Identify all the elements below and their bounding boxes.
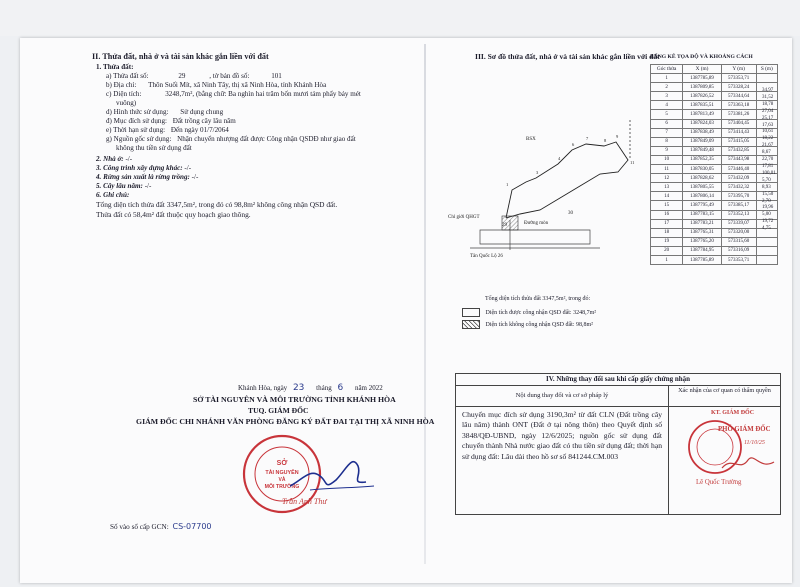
coord-corner-cell: 13 (651, 183, 683, 192)
address-value: Thôn Suối Mít, xã Ninh Tây, thị xã Ninh Hòa, tỉnh Khánh Hòa (148, 81, 327, 89)
coord-x-cell: 1387805,55 (683, 183, 721, 192)
coord-x-cell: 1387785,89 (683, 74, 721, 83)
edge-lengths (762, 88, 776, 233)
forest-line (96, 173, 198, 181)
register-value: CS-07700 (172, 522, 212, 531)
coord-y-cell: 573344,64 (721, 92, 756, 101)
changes-table (455, 373, 781, 515)
coord-y-cell: 573446,40 (721, 165, 756, 174)
coord-x-cell: 1387852,35 (683, 155, 721, 164)
edge-length: 8,67 (762, 150, 771, 156)
coord-corner-cell: 6 (651, 119, 683, 128)
usage-term-label: e) Thời hạn sử dụng: (106, 126, 166, 134)
coord-x-cell: 1387783,21 (683, 219, 721, 228)
other-construction-value: -/- (184, 164, 192, 172)
coord-col-corner: Góc thửa (651, 65, 683, 74)
coord-corner-cell: 1 (651, 255, 683, 264)
coord-y-cell: 573432,09 (721, 174, 756, 183)
sketch-vertex-7: 7 (586, 136, 589, 141)
other-construction-line (96, 164, 191, 172)
coord-x-cell: 1387849,09 (683, 137, 721, 146)
coord-row (651, 155, 778, 164)
forest-label: 4. Rừng sản xuất là rừng trồng: (96, 173, 190, 181)
coord-y-cell: 573432,85 (721, 146, 756, 155)
sketch-parcel-29: 29 (502, 223, 507, 228)
register-label: Số vào sổ cấp GCN: (110, 523, 169, 531)
edge-length: 10,61 (762, 129, 774, 135)
sketch-vertex-9: 9 (616, 134, 619, 139)
legend-swatch-excluded (462, 320, 480, 329)
coord-x-cell: 1387795,49 (683, 201, 721, 210)
coord-row (651, 219, 778, 228)
stamp-line-4: MÔI TRƯỜNG (264, 484, 300, 490)
coord-corner-cell: 1 (651, 74, 683, 83)
coord-y-cell: 573443,98 (721, 155, 756, 164)
house-label: 2. Nhà ở: (96, 155, 124, 163)
parcel-number-label: a) Thửa đất số: (106, 72, 149, 80)
coord-x-cell: 1387849,48 (683, 146, 721, 155)
changes-title: IV. Những thay đổi sau khi cấp giấy chứng nhận (456, 374, 780, 386)
coord-y-cell: 573352,13 (721, 210, 756, 219)
usage-purpose-value: Đất trồng cây lâu năm (172, 117, 236, 125)
confirm-stamp-top: KT. GIÁM ĐỐC (711, 410, 755, 416)
edge-length: 8,93 (762, 184, 771, 190)
origin-value-cont: không thu tiền sử dụng đất (116, 144, 192, 152)
page-fold (424, 44, 426, 564)
edge-length: 17,63 (762, 122, 774, 128)
stamp-line-2: TÀI NGUYÊN (265, 470, 299, 476)
sketch-road-label: Đường mòn (524, 221, 549, 226)
edge-length: 19,96 (762, 205, 774, 211)
area-value: 3248,7m², (bằng chữ: Ba nghìn hai trăm bốn mươi tám phẩy bảy mét (165, 90, 361, 98)
road-outline (480, 230, 590, 244)
coord-header-row (651, 65, 778, 74)
coord-col-x: X (m) (683, 65, 721, 74)
usage-purpose-label: đ) Mục đích sử dụng: (106, 117, 167, 125)
edge-length: 21,67 (762, 143, 774, 149)
sketch-vertex-11: 11 (630, 160, 635, 165)
coord-row (651, 83, 778, 92)
sign-org-2: TUQ. GIÁM ĐỐC (248, 406, 309, 415)
notes-label: 6. Ghi chú: (96, 191, 130, 199)
legend-excluded: Diện tích không công nhận QSD đất: 98,8m² (485, 321, 593, 328)
coord-corner-cell: 16 (651, 210, 683, 219)
edge-length: 18,78 (762, 101, 774, 107)
usage-form-value: Sử dụng chung (180, 108, 224, 116)
coord-x-cell: 1387783,15 (683, 210, 721, 219)
coord-x-cell: 1387824,03 (683, 119, 721, 128)
sketch-parcel-30: 30 (568, 211, 573, 216)
usage-form-line (106, 108, 223, 116)
coord-corner-cell: 20 (651, 246, 683, 255)
coord-col-s: S (m) (756, 65, 777, 74)
land-parcel-heading: 1. Thửa đất: (96, 63, 134, 71)
edge-length: 34,97 (762, 88, 774, 93)
coord-x-cell: 1387809,85 (683, 83, 721, 92)
coord-col-y: Y (m) (721, 65, 756, 74)
map-sheet-label: , tờ bản đồ số: (209, 72, 250, 80)
coord-y-cell: 573432,32 (721, 183, 756, 192)
coord-row (651, 201, 778, 210)
coord-x-cell: 1387813,49 (683, 110, 721, 119)
coord-y-cell: 573320,00 (721, 228, 756, 237)
address-label: b) Địa chỉ: (106, 81, 137, 89)
stamp-line-1: SỞ (276, 460, 288, 467)
coord-table-title: BẢNG KÊ TỌA ĐỘ VÀ KHOẢNG CÁCH (650, 54, 753, 60)
coord-row (651, 210, 778, 219)
coord-corner-cell: 11 (651, 165, 683, 174)
coord-corner-cell: 9 (651, 146, 683, 155)
confirm-stamp-date: 11/10/25 (744, 440, 765, 446)
edge-length: 27,04 (762, 108, 774, 114)
sketch-boundary-label: Chỉ giới QHGT (448, 215, 480, 220)
edge-length: 4,75 (762, 226, 771, 232)
sign-org-3: GIÁM ĐỐC CHI NHÁNH VĂN PHÒNG ĐĂNG KÝ ĐẤT ĐAI TẠI THỊ XÃ NINH HÒA (136, 417, 435, 426)
parcel-sketch (440, 120, 646, 280)
coord-corner-cell: 12 (651, 174, 683, 183)
edge-length: 18,22 (762, 136, 774, 142)
signature-scribble (280, 450, 380, 500)
coordinate-table (650, 64, 778, 265)
coord-s-cell (756, 74, 777, 83)
area-value-cont: vuông) (116, 99, 137, 107)
stamp-line-3: VÀ (278, 477, 286, 483)
coord-corner-cell: 8 (651, 137, 683, 146)
coord-corner-cell: 3 (651, 92, 683, 101)
sign-year: năm 2022 (354, 384, 383, 392)
coord-x-cell: 1387830,05 (683, 165, 721, 174)
edge-length: 100,01 (762, 170, 776, 176)
sketch-vertex-8: 8 (604, 138, 607, 143)
edge-length: 19,72 (762, 219, 774, 225)
edge-length: 17,81 (762, 163, 774, 169)
coord-s-cell (756, 246, 777, 255)
coord-row (651, 74, 778, 83)
map-sheet-value: 101 (271, 72, 282, 80)
coord-row (651, 183, 778, 192)
coord-row (651, 192, 778, 201)
sign-date-line (238, 383, 383, 393)
coord-x-cell: 1387784,95 (683, 246, 721, 255)
house-value: -/- (125, 155, 133, 163)
coord-row (651, 228, 778, 237)
coord-y-cell: 573415,05 (721, 137, 756, 146)
coord-row (651, 110, 778, 119)
sign-day: 23 (292, 383, 305, 393)
note-line-2: Thửa đất có 58,4m² đất thuộc quy hoạch giao thông. (96, 210, 251, 219)
forest-value: -/- (191, 173, 199, 181)
coord-y-cell: 573404,45 (721, 119, 756, 128)
edge-length: 22,70 (762, 157, 774, 163)
coord-y-cell: 573316,09 (721, 246, 756, 255)
edge-length: 2,70 (762, 198, 771, 204)
coord-row (651, 101, 778, 110)
coord-corner-cell: 5 (651, 110, 683, 119)
coord-corner-cell: 10 (651, 155, 683, 164)
area-line (106, 90, 361, 98)
perennial-line (96, 182, 151, 190)
house-line (96, 155, 132, 163)
perennial-label: 5. Cây lâu năm: (96, 182, 143, 190)
edge-length: 25,17 (762, 115, 774, 121)
coord-corner-cell: 7 (651, 128, 683, 137)
coord-x-cell: 1387785,89 (683, 255, 721, 264)
legend-row-1 (462, 308, 596, 317)
coord-y-cell: 573395,70 (721, 192, 756, 201)
coord-y-cell: 573353,71 (721, 255, 756, 264)
coord-x-cell: 1387765,31 (683, 228, 721, 237)
changes-header-confirm: Xác nhận của cơ quan có thẩm quyền (669, 386, 780, 407)
coord-corner-cell: 18 (651, 228, 683, 237)
coord-s-cell (756, 237, 777, 246)
coord-y-cell: 573339,07 (721, 219, 756, 228)
confirm-signature (718, 450, 778, 476)
confirm-signer-name: Lê Quốc Trường (696, 479, 742, 486)
usage-term-value: Đến ngày 01/7/2064 (170, 126, 229, 134)
usage-purpose-line (106, 117, 236, 125)
changes-body: Chuyển mục đích sử dụng 3190,3m² từ đất CLN (Đất trồng cây lâu năm) thành ONT (Đất ở tại nông thôn) theo Quyết định số 3848/QĐ-UBND, ngày 12/6/2025; nguồn gốc sử dụng đất chuyển thành Nhà nước giao đất có thu tiền sử dụng đất; thời hạn sử dụng đất: Lâu dài theo hồ sơ số 841244.CM.003 (462, 410, 662, 461)
origin-label: g) Nguồn gốc sử dụng: (106, 135, 172, 143)
coord-x-cell: 1387838,49 (683, 128, 721, 137)
coord-corner-cell: 15 (651, 201, 683, 210)
coord-y-cell: 573381,26 (721, 110, 756, 119)
top-blank-area (0, 0, 800, 36)
coord-corner-cell: 4 (651, 101, 683, 110)
usage-term-line (106, 126, 229, 134)
coord-y-cell: 573385,17 (721, 201, 756, 210)
legend-recognized: Diện tích được công nhận QSD đất: 3248,7m² (485, 309, 597, 316)
sign-month: 6 (337, 383, 344, 393)
usage-form-label: d) Hình thức sử dụng: (106, 108, 169, 116)
coord-x-cell: 1387835,51 (683, 101, 721, 110)
coord-x-cell: 1387828,62 (683, 174, 721, 183)
edge-length: 31,52 (762, 94, 774, 100)
coord-y-cell: 573414,43 (721, 128, 756, 137)
sketch-vertex-6: 6 (572, 142, 575, 147)
edge-length: 15,50 (762, 191, 774, 197)
register-line (110, 522, 212, 531)
origin-line (106, 135, 356, 143)
sketch-vertex-4: 4 (558, 156, 561, 161)
coord-y-cell: 573315,60 (721, 237, 756, 246)
coord-y-cell: 573363,18 (721, 101, 756, 110)
coord-row (651, 92, 778, 101)
edge-length: 5,00 (762, 212, 771, 218)
origin-value: Nhận chuyển nhượng đất được Công nhận QSDĐ như giao đất (177, 135, 356, 143)
address-line (106, 81, 326, 89)
changes-divider (668, 407, 669, 514)
coord-corner-cell: 17 (651, 219, 683, 228)
legend-swatch-recognized (462, 308, 480, 317)
sketch-highway-label: Tân Quốc Lộ 26 (470, 254, 503, 259)
coord-row (651, 237, 778, 246)
coord-row (651, 165, 778, 174)
confirm-stamp-title: PHÓ GIÁM ĐỐC (718, 426, 771, 433)
coord-corner-cell: 14 (651, 192, 683, 201)
coord-corner-cell: 2 (651, 83, 683, 92)
parcel-number-line (106, 72, 282, 80)
section-2-title: II. Thửa đất, nhà ở và tài sản khác gắn liền với đất (92, 52, 269, 61)
coord-row (651, 246, 778, 255)
coord-s-cell (756, 255, 777, 264)
coord-row (651, 128, 778, 137)
coord-x-cell: 1387806,14 (683, 192, 721, 201)
sketch-vertex-1: 1 (506, 182, 509, 187)
other-construction-label: 3. Công trình xây dựng khác: (96, 164, 183, 172)
note-line-1: Tổng diện tích thửa đất 3347,5m², trong đó có 98,8m² không công nhận QSD đất. (96, 200, 338, 209)
coord-row (651, 146, 778, 155)
coord-row (651, 255, 778, 264)
total-area-line: Tổng diện tích thửa đất 3347,5m², trong đó: (485, 296, 591, 302)
sketch-vertex-3: 3 (536, 170, 539, 175)
sign-date-label: Khánh Hòa, ngày (238, 384, 288, 392)
sign-org-1: SỞ TÀI NGUYÊN VÀ MÔI TRƯỜNG TỈNH KHÁNH HÒA (193, 395, 396, 404)
coord-row (651, 174, 778, 183)
coord-corner-cell: 19 (651, 237, 683, 246)
coord-row (651, 119, 778, 128)
coord-x-cell: 1387826,52 (683, 92, 721, 101)
coord-y-cell: 573328,24 (721, 83, 756, 92)
legend-row-2 (462, 320, 593, 329)
changes-header-content: Nội dung thay đổi và cơ sở pháp lý (456, 386, 669, 407)
area-label: c) Diện tích: (106, 90, 142, 98)
sketch-bsx: BSX (526, 137, 536, 142)
coord-y-cell: 573353,71 (721, 74, 756, 83)
coord-row (651, 137, 778, 146)
sign-month-label: tháng (316, 384, 332, 392)
signer-name: Trần Anh Thư (282, 497, 327, 506)
perennial-value: -/- (144, 182, 152, 190)
section-3-title: III. Sơ đồ thửa đất, nhà ở và tài sản khác gắn liền với đất (475, 52, 660, 61)
edge-length: 5,70 (762, 177, 771, 183)
coord-x-cell: 1387765,20 (683, 237, 721, 246)
parcel-boundary (506, 142, 628, 218)
parcel-number-value: 29 (178, 72, 186, 80)
